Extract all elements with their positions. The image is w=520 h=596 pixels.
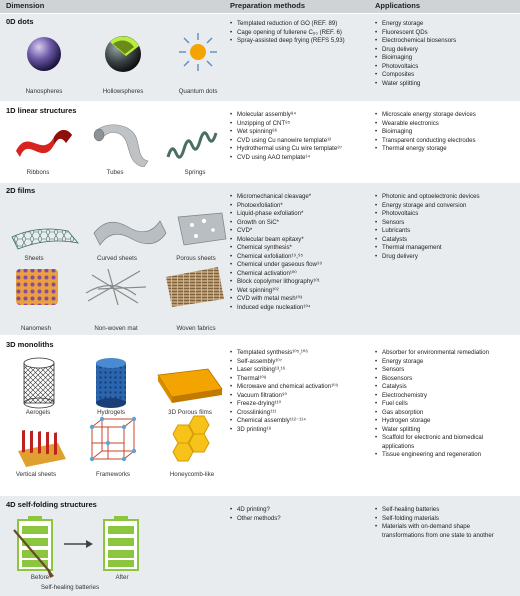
application-item: • Fluorescent QDs bbox=[375, 29, 456, 38]
application-item: • Self-healing batteries bbox=[375, 506, 510, 515]
framework-icon bbox=[90, 417, 136, 461]
section-title: 2D films bbox=[6, 186, 36, 195]
method-item: • Wet spinning⁸⁶ bbox=[230, 128, 342, 137]
method-item: • Wet spinning¹⁰² bbox=[230, 287, 322, 296]
application-item: • Gas absorption bbox=[375, 409, 515, 418]
applications-list-0d bbox=[375, 20, 456, 88]
curved-sheet-icon bbox=[94, 221, 166, 245]
application-item: • Water splitting bbox=[375, 426, 515, 435]
caption-porous-sheets: Porous sheets bbox=[176, 255, 216, 262]
method-item: • Molecular beam epitaxy* bbox=[230, 236, 322, 245]
dimension-header: Dimension bbox=[6, 1, 45, 10]
application-item: • Tissue engineering and regeneration bbox=[375, 451, 515, 460]
caption-after: After bbox=[115, 574, 129, 581]
application-item: • Bioimaging bbox=[375, 128, 476, 137]
nanosphere-icon bbox=[27, 37, 61, 71]
battery-before-icon bbox=[14, 516, 54, 578]
tube-icon bbox=[94, 125, 148, 167]
application-item: • Thermal energy storage bbox=[375, 145, 476, 154]
caption-self-healing-batteries: Self-healing batteries bbox=[40, 584, 100, 591]
methods-list-4d bbox=[230, 506, 281, 523]
method-item: • Laser scribing¹³,¹⁶ bbox=[230, 366, 338, 375]
application-item: • Sensors bbox=[375, 366, 515, 375]
section-0d bbox=[0, 14, 520, 101]
three-d-illustrations bbox=[8, 355, 228, 481]
method-item: • Photoexfoliation* bbox=[230, 202, 322, 211]
arrow-icon bbox=[64, 540, 93, 548]
application-item: • Wearable electronics bbox=[375, 120, 476, 129]
method-item: • Block copolymer lithography¹⁰¹ bbox=[230, 278, 322, 287]
method-item: • Cage opening of fullerene C₆₀ (REF. 6) bbox=[230, 29, 345, 38]
caption-non-woven-mat: Non-woven mat bbox=[94, 325, 138, 332]
caption-nanospheres: Nanospheres bbox=[25, 88, 63, 95]
application-item: • Bioimaging bbox=[375, 54, 456, 63]
method-item: • Hydrothermal using Cu wire template⁸⁷ bbox=[230, 145, 342, 154]
method-item: • Unzipping of CNT⁸⁵ bbox=[230, 120, 342, 129]
section-3d bbox=[0, 337, 520, 494]
sheet-icon bbox=[12, 229, 78, 249]
application-item: • Catalysis bbox=[375, 383, 515, 392]
application-item: • Fuel cells bbox=[375, 400, 515, 409]
method-item: • CVD with metal mesh¹⁰³ bbox=[230, 295, 322, 304]
method-item: • CVD using Cu nanowire template¹² bbox=[230, 137, 342, 146]
application-item: • Drug delivery bbox=[375, 253, 480, 262]
application-item: • Drug delivery bbox=[375, 46, 456, 55]
caption-curved-sheets: Curved sheets bbox=[97, 255, 137, 262]
application-item: • Biosensors bbox=[375, 375, 515, 384]
methods-list-1d bbox=[230, 111, 342, 162]
method-item: • Templated synthesis¹⁰⁵,¹⁰⁶ bbox=[230, 349, 338, 358]
method-item: • Templated reduction of GO (REF. 89) bbox=[230, 20, 345, 29]
methods-header: Preparation methods bbox=[230, 1, 306, 10]
method-item: • Microwave and chemical activation¹⁰⁹ bbox=[230, 383, 338, 392]
method-item: • Liquid-phase exfoliation* bbox=[230, 210, 322, 219]
caption-aerogels: Aerogels bbox=[25, 409, 51, 416]
application-item: • Absorber for environmental remediation bbox=[375, 349, 515, 358]
applications-list-1d bbox=[375, 111, 476, 154]
caption-honeycomb-like: Honeycomb-like bbox=[169, 471, 215, 478]
caption-3d-porous-films: 3D Porous films bbox=[168, 409, 212, 416]
porous-sheet-icon bbox=[178, 213, 226, 245]
caption-woven-fabrics: Woven fabrics bbox=[176, 325, 216, 332]
section-4d bbox=[0, 496, 520, 596]
caption-before: Before bbox=[30, 574, 50, 581]
caption-quantum-dots: Quantum dots bbox=[178, 88, 218, 95]
ribbon-icon bbox=[16, 130, 72, 157]
application-item: • Electrochemistry bbox=[375, 392, 515, 401]
method-item: • CVD using AAO template¹⁴ bbox=[230, 154, 342, 163]
method-item: • Spray-assisted deep frying (REFS 5,93) bbox=[230, 37, 345, 46]
caption-tubes: Tubes bbox=[106, 169, 124, 176]
method-item: • Chemical exfoliation¹⁹,⁹⁵ bbox=[230, 253, 322, 262]
battery-after-icon bbox=[104, 516, 138, 570]
application-item: • Photovoltaics bbox=[375, 210, 480, 219]
methods-list-3d bbox=[230, 349, 338, 434]
caption-vertical-sheets: Vertical sheets bbox=[15, 471, 57, 478]
application-item: • Energy storage and conversion bbox=[375, 202, 480, 211]
aerogel-icon bbox=[24, 358, 54, 408]
four-d-illustrations bbox=[10, 510, 150, 580]
method-item: • Micromechanical cleavage* bbox=[230, 193, 322, 202]
method-item: • CVD* bbox=[230, 227, 322, 236]
application-item: • Composites bbox=[375, 71, 456, 80]
application-item: • Thermal management bbox=[375, 244, 480, 253]
applications-header: Applications bbox=[375, 1, 421, 10]
method-item: • Crosslinking¹¹¹ bbox=[230, 409, 338, 418]
section-title: 4D self-folding structures bbox=[6, 500, 97, 509]
methods-list-2d bbox=[230, 193, 322, 312]
method-item: • Induced edge nucleation¹⁰⁴ bbox=[230, 304, 322, 313]
application-item: • Transparent conducting electrodes bbox=[375, 137, 476, 146]
application-item: • Lubricants bbox=[375, 227, 480, 236]
application-item: • Scaffold for electronic and biomedical applications bbox=[375, 434, 515, 451]
method-item: • 4D printing? bbox=[230, 506, 281, 515]
one-d-illustrations bbox=[10, 117, 225, 167]
caption-ribbons: Ribbons bbox=[26, 169, 50, 176]
caption-frameworks: Frameworks bbox=[95, 471, 131, 478]
method-item: • Chemical activation¹⁰⁰ bbox=[230, 270, 322, 279]
application-item: • Energy storage bbox=[375, 358, 515, 367]
hydrogel-icon bbox=[96, 358, 126, 408]
application-item: • Electrochemical biosensors bbox=[375, 37, 456, 46]
method-item: • 3D printing¹⁸ bbox=[230, 426, 338, 435]
method-item: • Chemical under gaseous flow⁹⁹ bbox=[230, 261, 322, 270]
application-item: • Materials with on-demand shape transformations from one state to another bbox=[375, 523, 510, 540]
method-item: • Thermal¹⁰⁸ bbox=[230, 375, 338, 384]
caption-hollowspheres: Hollowspheres bbox=[102, 88, 144, 95]
method-item: • Self-assembly¹⁰⁷ bbox=[230, 358, 338, 367]
method-item: • Chemical synthesis* bbox=[230, 244, 322, 253]
spring-icon bbox=[168, 133, 216, 157]
application-item: • Catalysts bbox=[375, 236, 480, 245]
zero-d-illustrations bbox=[22, 30, 232, 86]
quantum-dot-icon bbox=[179, 33, 217, 71]
application-item: • Microscale energy storage devices bbox=[375, 111, 476, 120]
applications-list-2d bbox=[375, 193, 480, 261]
application-item: • Hydrogen storage bbox=[375, 417, 515, 426]
caption-nanomesh: Nanomesh bbox=[21, 325, 51, 332]
application-item: • Photovoltaics bbox=[375, 63, 456, 72]
method-item: • Vacuum filtration⁹⁰ bbox=[230, 392, 338, 401]
section-title: 1D linear structures bbox=[6, 106, 77, 115]
section-1d bbox=[0, 103, 520, 181]
hollowsphere-icon bbox=[105, 36, 141, 72]
method-item: • Other methods? bbox=[230, 515, 281, 524]
applications-list-4d bbox=[375, 506, 510, 540]
woven-fabric-icon bbox=[166, 267, 224, 307]
application-item: • Photonic and optoelectronic devices bbox=[375, 193, 480, 202]
application-item: • Energy storage bbox=[375, 20, 456, 29]
application-item: • Self-folding materials bbox=[375, 515, 510, 524]
method-item: • Freeze-drying¹¹⁰ bbox=[230, 400, 338, 409]
caption-hydrogels: Hydrogels bbox=[97, 409, 125, 416]
section-title: 0D dots bbox=[6, 17, 34, 26]
applications-list-3d bbox=[375, 349, 515, 460]
application-item: • Sensors bbox=[375, 219, 480, 228]
honeycomb-icon bbox=[173, 416, 209, 461]
section-2d bbox=[0, 183, 520, 335]
table-header bbox=[0, 0, 520, 13]
caption-springs: Springs bbox=[184, 169, 206, 176]
caption-sheets: Sheets bbox=[24, 255, 44, 262]
porous-film-icon bbox=[158, 369, 222, 403]
nanomesh-icon bbox=[16, 269, 58, 305]
method-item: • Molecular assembly⁸⁴ bbox=[230, 111, 342, 120]
vertical-sheet-icon bbox=[18, 430, 66, 467]
non-woven-mat-icon bbox=[86, 269, 146, 305]
method-item: • Growth on SiC* bbox=[230, 219, 322, 228]
section-title: 3D monoliths bbox=[6, 340, 54, 349]
application-item: • Water splitting bbox=[375, 80, 456, 89]
methods-list-0d bbox=[230, 20, 345, 46]
method-item: • Chemical assembly¹¹²⁻¹¹⁴ bbox=[230, 417, 338, 426]
